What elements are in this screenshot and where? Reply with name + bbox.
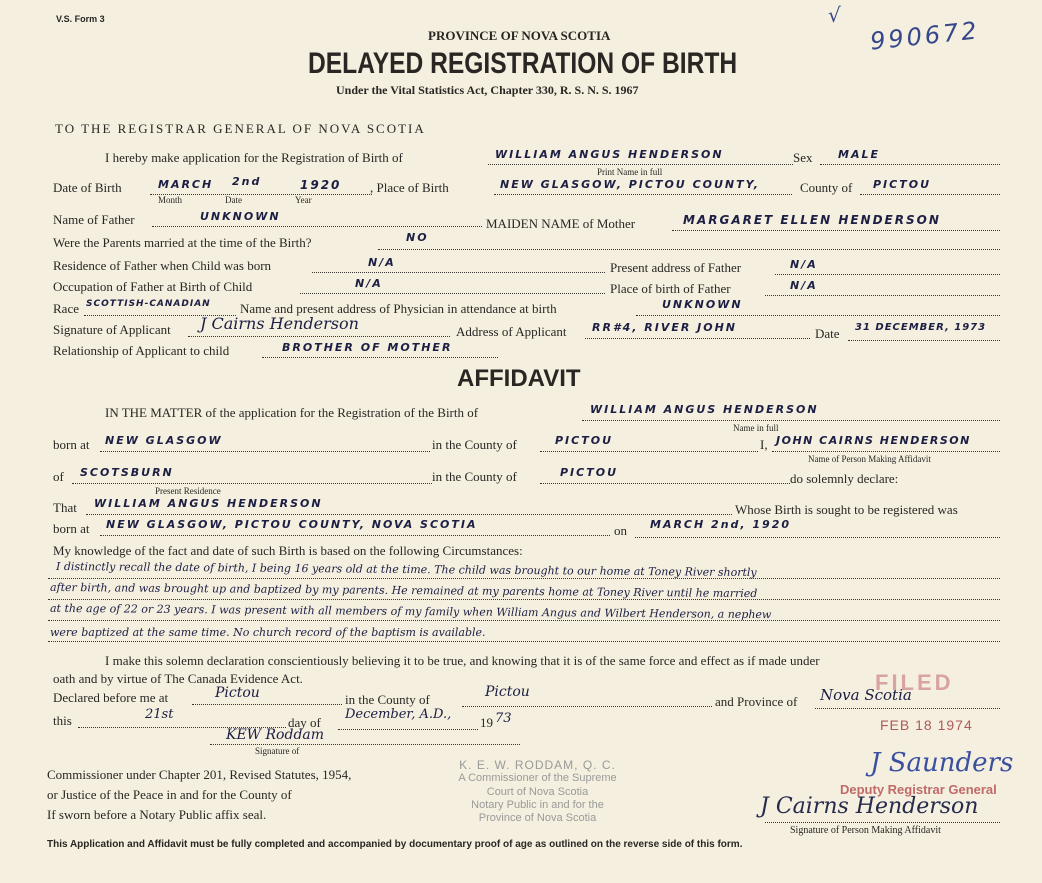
born-label: born at (53, 521, 90, 536)
form-subtitle: Under the Vital Statistics Act, Chapter 330, R. S. N. S. 1967 (336, 83, 639, 97)
footer-notice: This Application and Affidavit must be fully completed and accompanied by documentary proof of age as outlined on the reverse side of this form. (47, 839, 743, 850)
application-date: 31 DECEMBER, 1973 (855, 322, 987, 333)
sex-label: Sex (793, 150, 813, 165)
occupation-label: Occupation of Father at Birth of Child (53, 279, 253, 294)
physician-value: UNKNOWN (662, 298, 743, 311)
solemn-declare: do solemnly declare: (790, 471, 899, 486)
i-label: I, (760, 437, 768, 452)
application-intro: I hereby make application for the Registration of Birth of (105, 150, 403, 165)
born-at-label: born at (53, 437, 90, 452)
sig-label: Signature of Applicant (53, 322, 171, 337)
on-label: on (614, 523, 627, 538)
this-label: this (53, 713, 72, 728)
day-of-label: day of (288, 715, 321, 730)
county-value-1: PICTOU (555, 434, 614, 447)
that-label: That (53, 500, 77, 515)
county-label: County of (800, 180, 853, 195)
mother-value: MARGARET ELLEN HENDERSON (683, 213, 941, 227)
of-label: of (53, 469, 64, 484)
declared-year: 73 (495, 711, 512, 726)
caption-print-name: Print Name in full (597, 167, 663, 177)
dob-date: 2nd (232, 175, 262, 188)
county-value-2: PICTOU (560, 466, 619, 479)
caption-year: Year (295, 195, 312, 205)
solemn-declaration-2: oath and by virtue of The Canada Evidence Act. (53, 671, 303, 686)
commissioner-text-3: If sworn before a Notary Public affix seal. (47, 807, 267, 822)
date-label: Date (815, 326, 840, 341)
residence-value: SCOTSBURN (80, 466, 174, 479)
present-addr-value: N/A (790, 258, 818, 271)
affiant-name: JOHN CAIRNS HENDERSON (776, 434, 971, 447)
pob-father-value: N/A (790, 279, 818, 292)
caption-affiant: Name of Person Making Affidavit (808, 454, 931, 464)
present-addr-label: Present address of Father (610, 260, 742, 275)
caption-residence: Present Residence (155, 486, 221, 496)
occupation-value: N/A (355, 277, 383, 290)
on-date: MARCH 2nd, 1920 (650, 518, 792, 531)
addr-label: Address of Applicant (456, 324, 567, 339)
stamp-line-3: Court of Nova Scotia (486, 785, 589, 798)
circumstance-line-2: after birth, and was brought up and baptized by my parents. He remained at my parents home at Toney River until he married (49, 580, 758, 601)
father-label: Name of Father (53, 212, 135, 227)
child-name: WILLIAM ANGUS HENDERSON (495, 148, 724, 161)
declared-label: Declared before me at (53, 690, 169, 705)
affiant-signature: J Cairns Henderson (760, 794, 979, 819)
caption-affiant-signature: Signature of Person Making Affidavit (790, 825, 941, 836)
affidavit-name: WILLIAM ANGUS HENDERSON (590, 403, 819, 416)
addressee: TO THE REGISTRAR GENERAL OF NOVA SCOTIA (55, 121, 426, 136)
stamp-line-5: Province of Nova Scotia (478, 811, 597, 824)
dob-label: Date of Birth (53, 180, 122, 195)
birth-place: NEW GLASGOW, PICTOU COUNTY, (500, 178, 760, 191)
file-number: 990672 (868, 16, 981, 56)
applicant-address: RR#4, RIVER JOHN (592, 321, 738, 334)
stamp-name: K. E. W. RODDAM, Q. C. (459, 758, 616, 772)
caption-date: Date (225, 195, 242, 205)
commissioner-text-1: Commissioner under Chapter 201, Revised Statutes, 1954, (47, 767, 352, 782)
mother-label: MAIDEN NAME of Mother (486, 216, 636, 231)
filed-stamp: FILED (875, 670, 954, 695)
affidavit-heading: AFFIDAVIT (457, 365, 581, 392)
notary-stamp (450, 758, 625, 825)
married-label: Were the Parents married at the time of the Birth? (53, 235, 312, 250)
deputy-signature: J Saunders (870, 748, 1014, 778)
stamp-line-2: A Commissioner of the Supreme (458, 772, 617, 785)
place-label: , Place of Birth (370, 180, 449, 195)
res-father-label: Residence of Father when Child was born (53, 258, 272, 273)
father-value: UNKNOWN (200, 210, 281, 223)
declared-province: Nova Scotia (820, 686, 912, 704)
caption-name-full: Name in full (733, 423, 779, 433)
dob-year: 1920 (300, 178, 342, 192)
declared-day: 21st (145, 707, 174, 722)
form-number: V.S. Form 3 (56, 14, 105, 24)
applicant-signature: J Cairns Henderson (200, 314, 359, 333)
rel-label: Relationship of Applicant to child (53, 343, 230, 358)
whose-birth-text: Whose Birth is sought to be registered was (735, 502, 958, 517)
in-county-label-1: in the County of (432, 437, 517, 452)
county-value: PICTOU (873, 178, 932, 191)
form-title: DELAYED REGISTRATION OF BIRTH (308, 47, 738, 80)
pob-father-label: Place of birth of Father (610, 281, 731, 296)
deputy-registrar-stamp: Deputy Registrar General (840, 782, 997, 797)
dob-month: MARCH (158, 178, 214, 191)
race-value: SCOTTISH-CANADIAN (86, 299, 211, 309)
caption-month: Month (158, 195, 183, 205)
check-mark: √ (828, 3, 841, 27)
in-county-label-2: in the County of (432, 469, 517, 484)
matter-text: IN THE MATTER of the application for the Registration of the Birth of (105, 405, 479, 420)
declared-at: Pictou (215, 685, 260, 701)
born-place: NEW GLASGOW, PICTOU COUNTY, NOVA SCOTIA (106, 518, 478, 531)
race-label: Race (53, 301, 79, 316)
province-label: and Province of (715, 694, 798, 709)
declared-month: December, A.D., (345, 707, 452, 722)
rel-value: BROTHER OF MOTHER (282, 341, 453, 354)
declared-county: Pictou (485, 684, 530, 700)
born-at-value: NEW GLASGOW (105, 434, 223, 447)
circumstance-line-4: were baptized at the same time. No church record of the baptism is available. (50, 626, 486, 639)
province-heading: PROVINCE OF NOVA SCOTIA (428, 28, 611, 43)
that-name: WILLIAM ANGUS HENDERSON (94, 497, 323, 510)
circumstance-line-1: I distinctly recall the date of birth, I being 16 years old at the time. The child was brought to our home at Toney River shortly (55, 559, 757, 580)
year-prefix: 19 (480, 715, 493, 730)
res-father-value: N/A (368, 256, 396, 269)
married-value: NO (406, 231, 429, 244)
county-of-label: in the County of (345, 692, 430, 707)
stamp-line-4: Notary Public in and for the (471, 798, 604, 811)
commissioner-signature: KEW Roddam (226, 727, 325, 743)
physician-label: Name and present address of Physician in attendance at birth (240, 301, 557, 316)
commissioner-text-2: or Justice of the Peace in and for the County of (47, 787, 292, 802)
sex-value: MALE (838, 148, 880, 161)
knowledge-text: My knowledge of the fact and date of such Birth is based on the following Circumstances: (53, 543, 523, 558)
circumstance-line-3: at the age of 22 or 23 years. I was present with all members of my family when William Angus and Wilbert Henderson, a nephew (49, 601, 772, 622)
filed-date-stamp: FEB 18 1974 (880, 717, 973, 733)
solemn-declaration-1: I make this solemn declaration conscientiously believing it to be true, and knowing that it is of the same force and effect as if made under (105, 653, 820, 668)
caption-signature-of: Signature of (255, 746, 300, 756)
